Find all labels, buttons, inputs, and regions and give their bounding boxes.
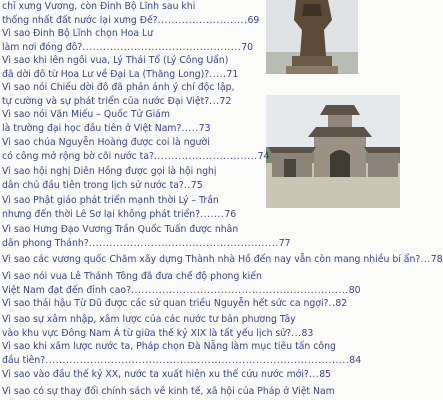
toc-entry-line: đã dời đô từ Hoa Lư về Đại La (Thăng Long)? bbox=[2, 69, 210, 80]
page-number: 83 bbox=[301, 328, 314, 339]
toc-entry-line: thống nhất đất nước lại xưng Đế? bbox=[2, 15, 158, 26]
toc-entry-line: Vì sao sự xâm nhập, xâm lược của các nước tư bản phương Tây bbox=[2, 314, 296, 325]
toc-entry[interactable]: Vì sao chúa Nguyễn Hoàng được coi là người có công mở rộng bờ cõi nước ta?..............................74 bbox=[2, 137, 270, 162]
toc-entry[interactable]: Vì sao thái hậu Từ Dũ được các sử quan triều Nguyễn hết sức ca ngợi?..82 bbox=[2, 298, 348, 309]
toc-entry[interactable]: chỉ xưng Vương, còn Đinh Bộ Lĩnh sau khi thống nhất đất nước lại xưng Đế?..........................69 bbox=[2, 1, 260, 26]
toc-entry[interactable]: Vì sao nói Văn Miếu – Quốc Tử Giám là trường đại học đầu tiên ở Việt Nam?.....73 bbox=[2, 109, 211, 134]
toc-entry-line: Vì sao nói Chiếu dời đô đã phản ánh ý chí độc lập, bbox=[2, 82, 235, 93]
toc-entry-line: Vì sao Phật giáo phát triển mạnh thời Lý – Trần bbox=[2, 195, 219, 206]
toc-entry[interactable]: Vì sao vào đầu thế kỷ XX, nước ta xuất hiện xu thế cứu nước mới?...85 bbox=[2, 369, 332, 380]
page-number: 72 bbox=[219, 96, 232, 107]
toc-entry-line: Vì sao Hưng Đạo Vương Trần Quốc Tuấn được nhân bbox=[2, 224, 239, 235]
toc-entry-line: dân phong Thánh? bbox=[2, 238, 89, 249]
toc-entry[interactable]: Vì sao hội nghị Diên Hồng được gọi là hội nghị dân chủ đầu tiên trong lịch sử nước ta?..75 bbox=[2, 166, 217, 191]
toc-entry-line: là trường đại học đầu tiên ở Việt Nam? bbox=[2, 123, 182, 134]
toc-entry[interactable] bbox=[2, 385, 335, 399]
page-number: 70 bbox=[241, 42, 254, 53]
toc-entry-line: chỉ xưng Vương, còn Đinh Bộ Lĩnh sau khi bbox=[2, 1, 196, 12]
page-number: 74 bbox=[257, 151, 270, 162]
toc-entry-line: vào khu vực Đông Nam Á từ giữa thế kỷ XIX là tất yếu lịch sử? bbox=[2, 328, 292, 339]
page-number: 73 bbox=[198, 123, 211, 134]
toc-entry-line: nhưng đến thời Lê Sơ lại không phát triển? bbox=[2, 209, 201, 220]
page-number: 84 bbox=[349, 355, 362, 366]
toc-entry-line: Vì sao khi lên ngôi vua, Lý Thái Tổ (Lý Công Uẩn) bbox=[2, 55, 229, 66]
page-number: 75 bbox=[190, 180, 203, 191]
toc-entry-line: Vì sao nói Văn Miếu – Quốc Tử Giám bbox=[2, 109, 170, 120]
toc-entry[interactable]: Vì sao khi xâm lược nước ta, Pháp chọn Đà Nẵng làm mục tiêu tấn công đầu tiên?........................................................................................84 bbox=[2, 341, 362, 366]
page-number: 77 bbox=[278, 238, 291, 249]
toc-entry-line: Vì sao vào đầu thế kỷ XX, nước ta xuất hiện xu thế cứu nước mới? bbox=[2, 369, 309, 380]
toc-entry-line: dân chủ đầu tiên trong lịch sử nước ta? bbox=[2, 180, 184, 191]
page-number: 85 bbox=[319, 369, 332, 380]
toc-entry-line: Vì sao khi xâm lược nước ta, Pháp chọn Đà Nẵng làm mục tiêu tấn công bbox=[2, 341, 336, 352]
toc-entry[interactable]: Vì sao các vương quốc Chăm xây dựng Thành nhà Hồ đến nay vẫn còn mang nhiều bí ẩn?...78 bbox=[2, 254, 443, 265]
toc-entry-line: Việt Nam đạt đến đỉnh cao? bbox=[2, 285, 132, 296]
toc-entry-line: Vì sao thái hậu Từ Dũ được các sử quan triều Nguyễn hết sức ca ngợi? bbox=[2, 298, 329, 309]
toc-entry-line: Vì sao có sự thay đổi chính sách về kinh tế, xã hội của Pháp ở Việt Nam bbox=[2, 386, 335, 397]
toc-entry-line: đầu tiên? bbox=[2, 355, 46, 366]
toc-entry[interactable]: Vì sao Đinh Bộ Lĩnh chọn Hoa Lư làm nơi đóng đô?..............................................70 bbox=[2, 28, 254, 53]
toc-entry[interactable]: Vì sao Phật giáo phát triển mạnh thời Lý – Trần nhưng đến thời Lê Sơ lại không phát triển?.......76 bbox=[2, 195, 237, 220]
toc-entry-line: Vì sao Đinh Bộ Lĩnh chọn Hoa Lư bbox=[2, 28, 154, 39]
toc-entry-line: Vì sao hội nghị Diên Hồng được gọi là hội nghị bbox=[2, 166, 217, 177]
toc-entry[interactable]: Vì sao sự xâm nhập, xâm lược của các nước tư bản phương Tây vào khu vực Đông Nam Á từ giữa thế kỷ XIX là tất yếu lịch sử?...83 bbox=[2, 314, 314, 339]
page-number: 78 bbox=[430, 254, 443, 265]
page-number: 80 bbox=[348, 285, 361, 296]
toc-entry-line: làm nơi đóng đô? bbox=[2, 42, 83, 53]
toc-entry[interactable]: Vì sao nói vua Lê Thánh Tông đã đưa chế độ phong kiến Việt Nam đạt đến đỉnh cao?...............................................................80 bbox=[2, 271, 361, 296]
toc-entry-line: Vì sao chúa Nguyễn Hoàng được coi là người bbox=[2, 137, 210, 148]
toc-entry[interactable]: Vì sao nói Chiếu dời đô đã phản ánh ý chí độc lập, tự cường và sự phát triển của nước Đại Việt?...72 bbox=[2, 82, 235, 107]
page-number: 71 bbox=[226, 69, 239, 80]
toc-entry[interactable]: Vì sao Hưng Đạo Vương Trần Quốc Tuấn được nhân dân phong Thánh?.......................................................77 bbox=[2, 224, 291, 249]
toc-entry-line: có công mở rộng bờ cõi nước ta? bbox=[2, 151, 154, 162]
toc-entry-line: tự cường và sự phát triển của nước Đại Việt? bbox=[2, 96, 210, 107]
page-number: 82 bbox=[335, 298, 348, 309]
page-number: 76 bbox=[224, 209, 237, 220]
toc-entry-line: Vì sao nói vua Lê Thánh Tông đã đưa chế độ phong kiến bbox=[2, 271, 262, 282]
toc-entry-line: Vì sao các vương quốc Chăm xây dựng Thành nhà Hồ đến nay vẫn còn mang nhiều bí ẩn? bbox=[2, 254, 421, 265]
page-number: 69 bbox=[247, 15, 260, 26]
toc-entry[interactable]: Vì sao khi lên ngôi vua, Lý Thái Tổ (Lý Công Uẩn) đã dời đô từ Hoa Lư về Đại La (Thăng Long)?.....71 bbox=[2, 55, 239, 80]
